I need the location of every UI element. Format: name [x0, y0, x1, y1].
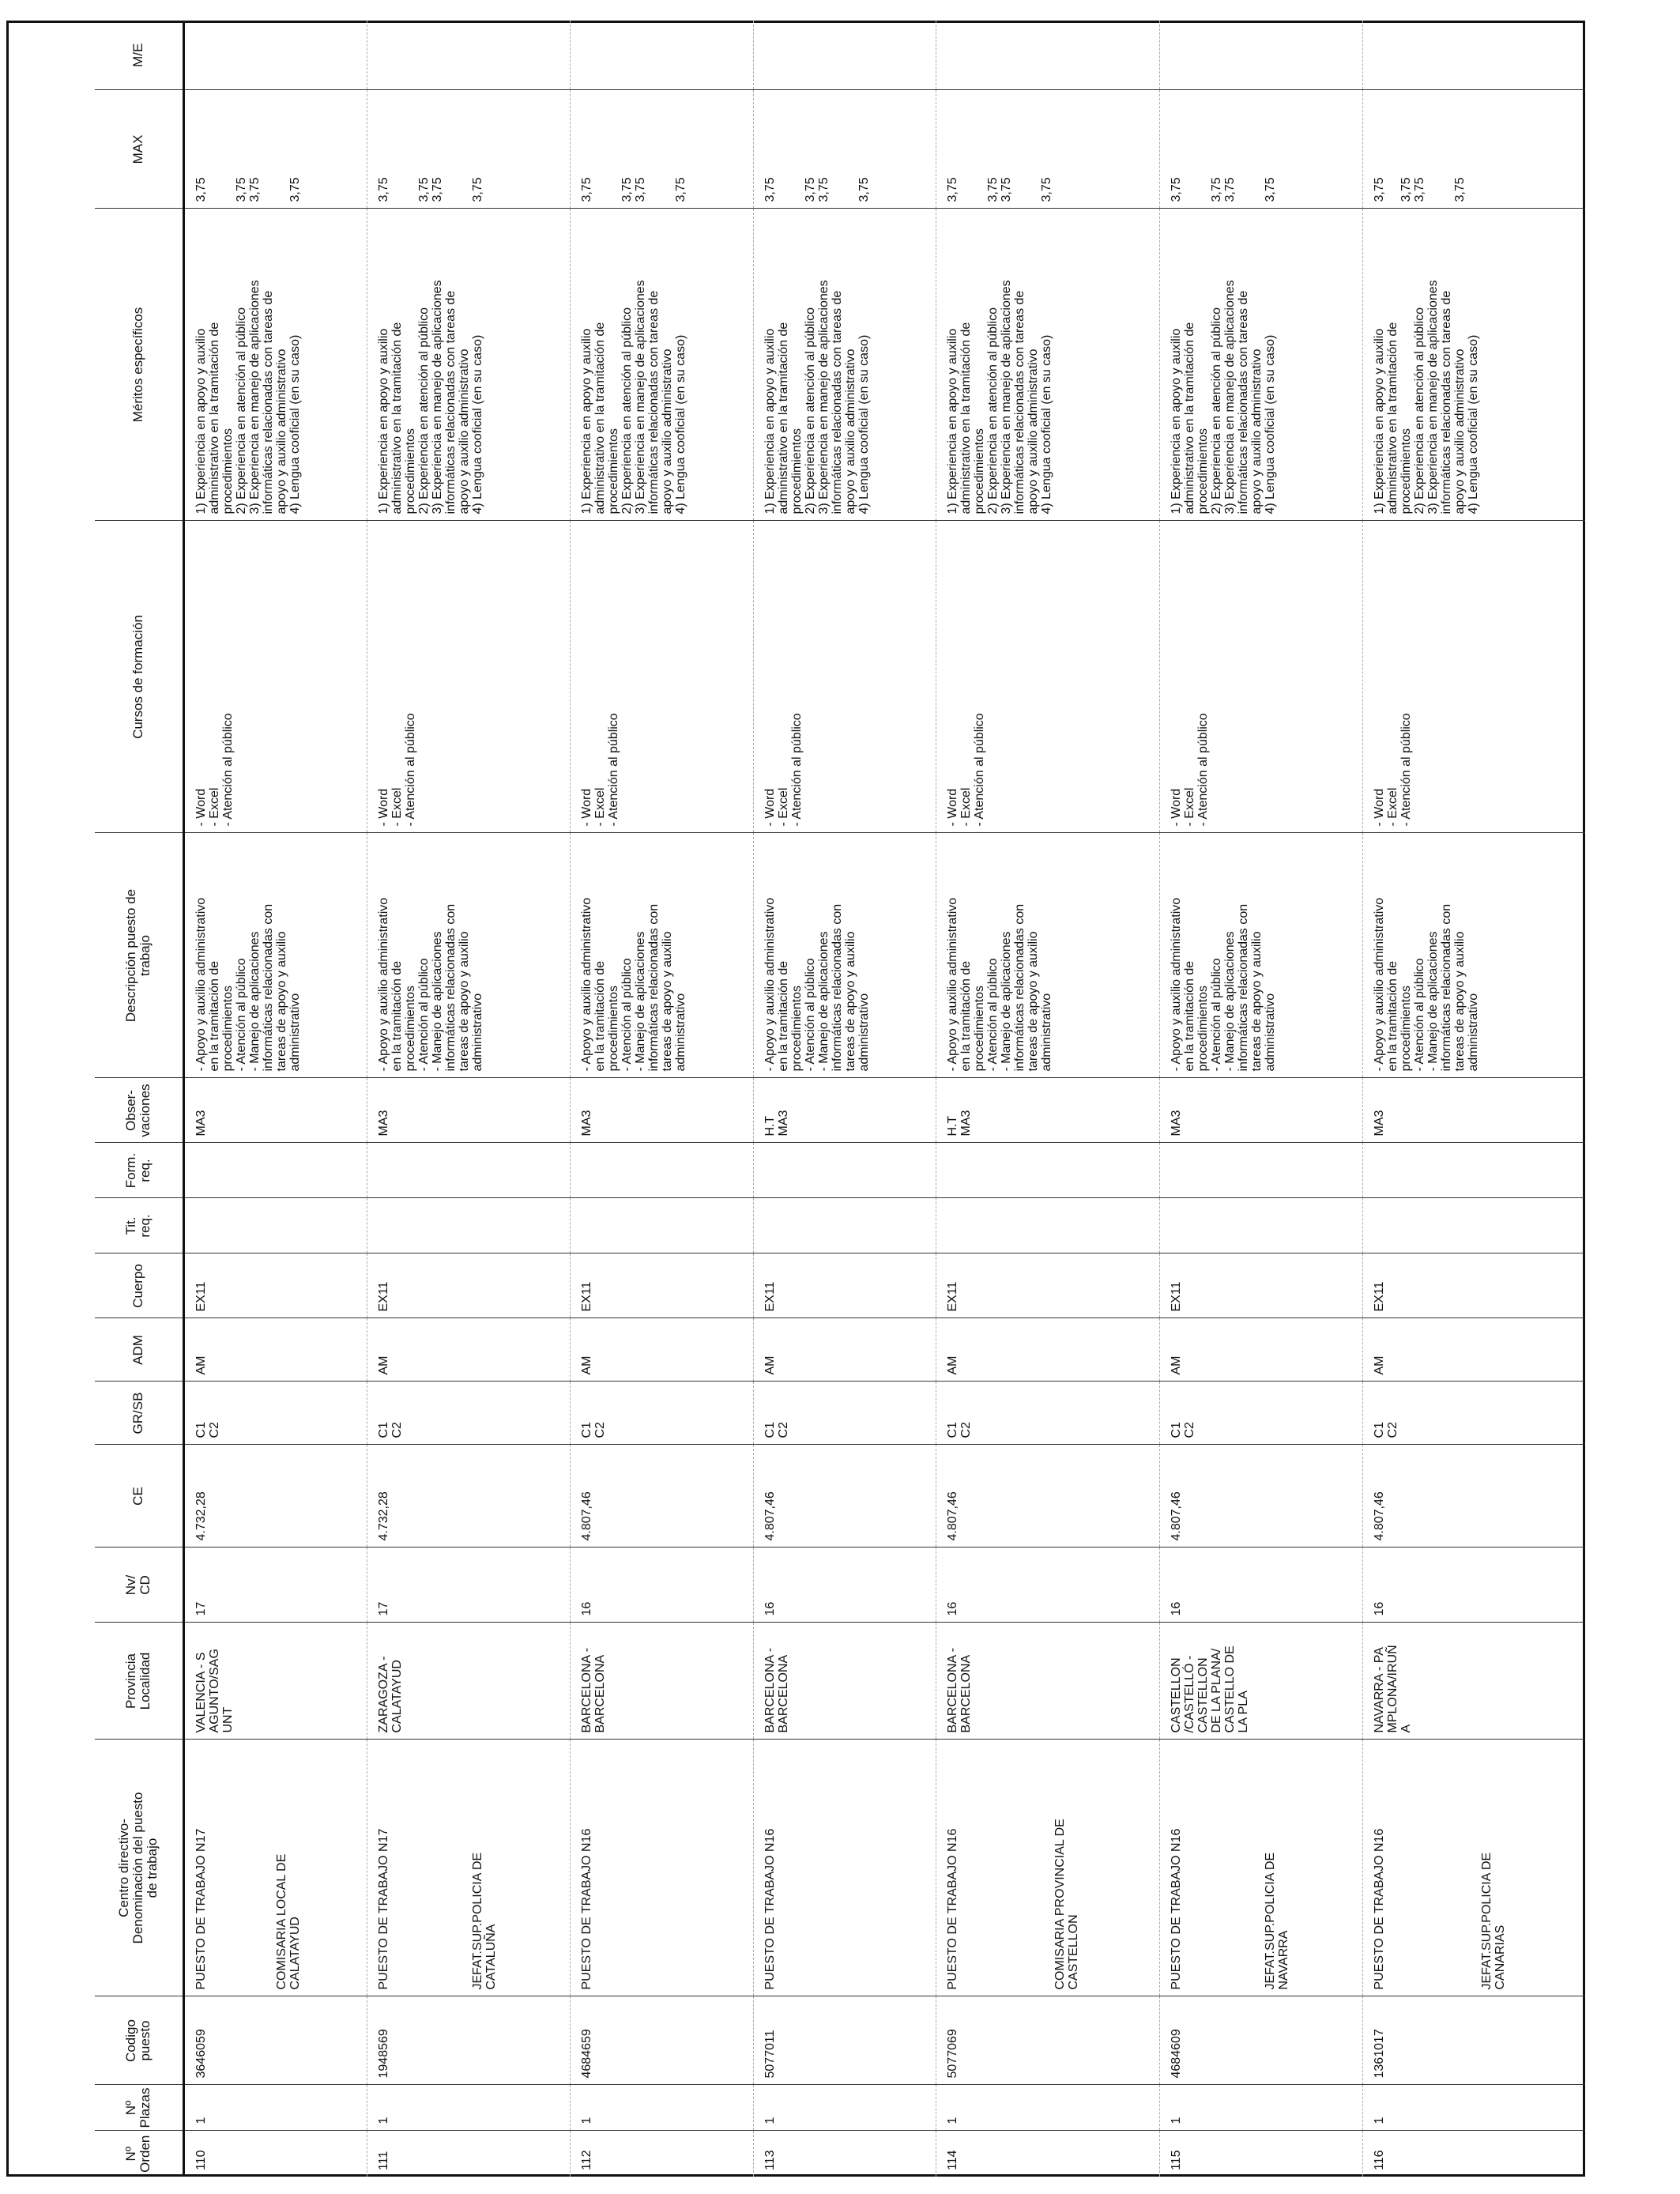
cell-cuerpo: EX11: [571, 1253, 753, 1318]
cell-orden: 114: [936, 2131, 1159, 2177]
cell-nivel: 17: [367, 1547, 571, 1623]
cell-grupo: C1 C2: [1159, 1382, 1362, 1445]
cell-nivel: 17: [183, 1547, 367, 1623]
cell-cursos: - Word - Excel - Atención al público: [1362, 521, 1585, 833]
cell-cuerpo: EX11: [936, 1253, 1159, 1318]
col-header-codigo: Codigo puesto: [95, 1996, 183, 2085]
cell-provincia: NAVARRA - PA MPLONA/IRUÑ A: [1362, 1623, 1585, 1740]
cell-formacion: [753, 1143, 936, 1198]
cell-nivel: 16: [1159, 1547, 1362, 1623]
cell-cuerpo: EX11: [367, 1253, 571, 1318]
cell-cursos: - Word - Excel - Atención al público: [367, 521, 571, 833]
cell-ce: 4.807,46: [936, 1445, 1159, 1547]
cell-max: 3,75 3,75 3,75 3,75: [367, 90, 571, 209]
cell-provincia: ZARAGOZA - CALATAYUD: [367, 1623, 571, 1740]
cell-max: 3,75 3,75 3,75 3,75: [753, 90, 936, 209]
cell-ce: 4.807,46: [753, 1445, 936, 1547]
cell-me: [367, 21, 571, 90]
col-header-meritos: Méritos específicos: [95, 209, 183, 521]
cell-adm: AM: [367, 1318, 571, 1382]
header-row: [95, 21, 183, 2177]
cell-meritos: 1) Experiencia en apoyo y auxilio administrativo en la tramitación de procedimientos 2) Experiencia en atención al público 3) Experiencia en manejo de aplicaciones informáticas relacionadas con tareas de apoyo y auxilio administrativo 4) Lengua cooficial (en su caso): [367, 209, 571, 521]
cell-cursos: - Word - Excel - Atención al público: [183, 521, 367, 833]
cell-descripcion: - Apoyo y auxilio administrativo en la tramitación de procedimientos - Atención al público - Manejo de aplicaciones informáticas relacionadas con tareas de apoyo y auxilio administrativo: [1362, 833, 1585, 1078]
cell-cuerpo: EX11: [753, 1253, 936, 1318]
table-row: [1362, 21, 1585, 2177]
cell-codigo: 4684659: [571, 1996, 753, 2085]
table-row: [571, 21, 753, 2177]
cell-grupo: C1 C2: [1362, 1382, 1585, 1445]
table-row: [936, 21, 1159, 2177]
cell-plazas: 1: [1159, 2085, 1362, 2131]
cell-max: 3,75 3,75 3,75 3,75: [571, 90, 753, 209]
col-header-grupo: GR/SB: [95, 1382, 183, 1445]
cell-adm: AM: [183, 1318, 367, 1382]
cell-orden: 111: [367, 2131, 571, 2177]
cell-meritos: 1) Experiencia en apoyo y auxilio administrativo en la tramitación de procedimientos 2) Experiencia en atención al público 3) Experiencia en manejo de aplicaciones informáticas relacionadas con tareas de apoyo y auxilio administrativo 4) Lengua cooficial (en su caso): [183, 209, 367, 521]
cell-me: [753, 21, 936, 90]
cell-provincia: VALENCIA - S AGUNTO/SAG UNT: [183, 1623, 367, 1740]
cell-observaciones: H.T MA3: [936, 1078, 1159, 1143]
col-header-provincia: Provincia Localidad: [95, 1623, 183, 1740]
cell-titulacion: [367, 1198, 571, 1253]
cell-plazas: 1: [571, 2085, 753, 2131]
cell-titulacion: [1159, 1198, 1362, 1253]
cell-ce: 4.807,46: [1362, 1445, 1585, 1547]
cell-provincia: CASTELLON /CASTELLÓ - CASTELLON DE LA PLANA/ CASTELLO DE LA PLA: [1159, 1623, 1362, 1740]
col-header-formacion: Form. req.: [95, 1143, 183, 1198]
col-header-descripcion: Descripción puesto de trabajo: [95, 833, 183, 1078]
cell-meritos: 1) Experiencia en apoyo y auxilio administrativo en la tramitación de procedimientos 2) Experiencia en atención al público 3) Experiencia en manejo de aplicaciones informáticas relacionadas con tareas de apoyo y auxilio administrativo 4) Lengua cooficial (en su caso): [1362, 209, 1585, 521]
cell-me: [571, 21, 753, 90]
cell-adm: AM: [1159, 1318, 1362, 1382]
cell-me: [183, 21, 367, 90]
table-row: [753, 21, 936, 2177]
col-header-me: M/E: [95, 21, 183, 90]
cell-descripcion: - Apoyo y auxilio administrativo en la tramitación de procedimientos - Atención al público - Manejo de aplicaciones informáticas relacionadas con tareas de apoyo y auxilio administrativo: [936, 833, 1159, 1078]
col-header-orden: Nº Orden: [95, 2131, 183, 2177]
col-header-cuerpo: Cuerpo: [95, 1253, 183, 1318]
cell-cursos: - Word - Excel - Atención al público: [753, 521, 936, 833]
cell-adm: AM: [571, 1318, 753, 1382]
cell-observaciones: MA3: [367, 1078, 571, 1143]
cell-cursos: - Word - Excel - Atención al público: [571, 521, 753, 833]
cell-orden: 113: [753, 2131, 936, 2177]
cell-me: [1159, 21, 1362, 90]
cell-codigo: 1361017: [1362, 1996, 1585, 2085]
cell-formacion: [1159, 1143, 1362, 1198]
cell-centro: PUESTO DE TRABAJO N16 JEFAT.SUP.POLICIA DE NAVARRA: [1159, 1740, 1362, 1996]
cell-plazas: 1: [936, 2085, 1159, 2131]
cell-descripcion: - Apoyo y auxilio administrativo en la tramitación de procedimientos - Atención al público - Manejo de aplicaciones informáticas relacionadas con tareas de apoyo y auxilio administrativo: [753, 833, 936, 1078]
cell-cuerpo: EX11: [183, 1253, 367, 1318]
cell-formacion: [936, 1143, 1159, 1198]
cell-max: 3,75 3,75 3,75 3,75: [936, 90, 1159, 209]
cell-nivel: 16: [571, 1547, 753, 1623]
cell-titulacion: [753, 1198, 936, 1253]
cell-titulacion: [183, 1198, 367, 1253]
cell-observaciones: MA3: [571, 1078, 753, 1143]
cell-me: [1362, 21, 1585, 90]
cell-nivel: 16: [753, 1547, 936, 1623]
cell-adm: AM: [753, 1318, 936, 1382]
cell-centro: PUESTO DE TRABAJO N16 JEFAT.SUP.POLICIA DE CANARIAS: [1362, 1740, 1585, 1996]
cell-centro: PUESTO DE TRABAJO N17 COMISARIA LOCAL DE CALATAYUD: [183, 1740, 367, 1996]
cell-orden: 115: [1159, 2131, 1362, 2177]
cell-provincia: BARCELONA - BARCELONA: [753, 1623, 936, 1740]
cell-cursos: - Word - Excel - Atención al público: [936, 521, 1159, 833]
cell-adm: AM: [1362, 1318, 1585, 1382]
cell-orden: 110: [183, 2131, 367, 2177]
cell-codigo: 5077011: [753, 1996, 936, 2085]
table-row: [183, 21, 367, 2177]
cell-ce: 4.732,28: [183, 1445, 367, 1547]
cell-cuerpo: EX11: [1159, 1253, 1362, 1318]
cell-meritos: 1) Experiencia en apoyo y auxilio administrativo en la tramitación de procedimientos 2) Experiencia en atención al público 3) Experiencia en manejo de aplicaciones informáticas relacionadas con tareas de apoyo y auxilio administrativo 4) Lengua cooficial (en su caso): [1159, 209, 1362, 521]
cell-grupo: C1 C2: [571, 1382, 753, 1445]
col-header-plazas: Nº Plazas: [95, 2085, 183, 2131]
cell-grupo: C1 C2: [183, 1382, 367, 1445]
cell-codigo: 1948569: [367, 1996, 571, 2085]
cell-max: 3,75 3,75 3,75 3,75: [1362, 90, 1585, 209]
cell-provincia: BARCELONA - BARCELONA: [936, 1623, 1159, 1740]
col-header-max: MAX: [95, 90, 183, 209]
cell-orden: 116: [1372, 2150, 1386, 2170]
cell-max: 3,75 3,75 3,75 3,75: [1159, 90, 1362, 209]
cell-grupo: C1 C2: [367, 1382, 571, 1445]
cell-codigo: 3646059: [183, 1996, 367, 2085]
cell-centro: PUESTO DE TRABAJO N16: [571, 1740, 753, 1996]
cell-titulacion: [571, 1198, 753, 1253]
cell-me: [936, 21, 1159, 90]
cell-plazas: 1: [183, 2085, 367, 2131]
cell-plazas: 1: [1362, 2085, 1585, 2131]
cell-grupo: C1 C2: [936, 1382, 1159, 1445]
cell-observaciones: H.T MA3: [753, 1078, 936, 1143]
cell-cursos: - Word - Excel - Atención al público: [1159, 521, 1362, 833]
cell-descripcion: - Apoyo y auxilio administrativo en la tramitación de procedimientos - Atención al público - Manejo de aplicaciones informáticas relacionadas con tareas de apoyo y auxilio administrativo: [367, 833, 571, 1078]
vacancy-table: [95, 21, 1585, 2177]
cell-meritos: 1) Experiencia en apoyo y auxilio administrativo en la tramitación de procedimientos 2) Experiencia en atención al público 3) Experiencia en manejo de aplicaciones informáticas relacionadas con tareas de apoyo y auxilio administrativo 4) Lengua cooficial (en su caso): [753, 209, 936, 521]
cell-descripcion: - Apoyo y auxilio administrativo en la tramitación de procedimientos - Atención al público - Manejo de aplicaciones informáticas relacionadas con tareas de apoyo y auxilio administrativo: [1159, 833, 1362, 1078]
cell-descripcion: - Apoyo y auxilio administrativo en la tramitación de procedimientos - Atención al público - Manejo de aplicaciones informáticas relacionadas con tareas de apoyo y auxilio administrativo: [183, 833, 367, 1078]
cell-cuerpo: EX11: [1362, 1253, 1585, 1318]
cell-nivel: 16: [936, 1547, 1159, 1623]
cell-ce: 4.807,46: [1159, 1445, 1362, 1547]
cell-plazas: 1: [367, 2085, 571, 2131]
cell-formacion: [571, 1143, 753, 1198]
col-header-nivel: Nv/ CD: [95, 1547, 183, 1623]
cell-formacion: [367, 1143, 571, 1198]
col-header-centro: Centro directivo- Denominación del puesto de trabajo: [95, 1740, 183, 1996]
cell-max: 3,75 3,75 3,75 3,75: [183, 90, 367, 209]
cell-meritos: 1) Experiencia en apoyo y auxilio administrativo en la tramitación de procedimientos 2) Experiencia en atención al público 3) Experiencia en manejo de aplicaciones informáticas relacionadas con tareas de apoyo y auxilio administrativo 4) Lengua cooficial (en su caso): [936, 209, 1159, 521]
table-row: [367, 21, 571, 2177]
cell-provincia: BARCELONA - BARCELONA: [571, 1623, 753, 1740]
cell-observaciones: MA3: [183, 1078, 367, 1143]
cell-codigo: 4684609: [1159, 1996, 1362, 2085]
col-header-observaciones: Obser- vaciones: [95, 1078, 183, 1143]
cell-centro: PUESTO DE TRABAJO N16: [753, 1740, 936, 1996]
cell-formacion: [183, 1143, 367, 1198]
cell-formacion: [1362, 1143, 1585, 1198]
cell-observaciones: MA3: [1159, 1078, 1362, 1143]
cell-titulacion: [936, 1198, 1159, 1253]
cell-descripcion: - Apoyo y auxilio administrativo en la tramitación de procedimientos - Atención al público - Manejo de aplicaciones informáticas relacionadas con tareas de apoyo y auxilio administrativo: [571, 833, 753, 1078]
cell-observaciones: MA3: [1362, 1078, 1585, 1143]
cell-centro: PUESTO DE TRABAJO N17 JEFAT.SUP.POLICIA DE CATALUÑA: [367, 1740, 571, 1996]
table-row: [1159, 21, 1362, 2177]
cell-ce: 4.732,28: [367, 1445, 571, 1547]
cell-nivel: 16: [1362, 1547, 1585, 1623]
cell-titulacion: [1362, 1198, 1585, 1253]
cell-adm: AM: [936, 1318, 1159, 1382]
cell-centro: PUESTO DE TRABAJO N16 COMISARIA PROVINCIAL DE CASTELLON: [936, 1740, 1159, 1996]
cell-meritos: 1) Experiencia en apoyo y auxilio administrativo en la tramitación de procedimientos 2) Experiencia en atención al público 3) Experiencia en manejo de aplicaciones informáticas relacionadas con tareas de apoyo y auxilio administrativo 4) Lengua cooficial (en su caso): [571, 209, 753, 521]
col-header-titulacion: Tit. req.: [95, 1198, 183, 1253]
col-header-adm: ADM: [95, 1318, 183, 1382]
cell-plazas: 1: [753, 2085, 936, 2131]
cell-ce: 4.807,46: [571, 1445, 753, 1547]
cell-codigo: 5077069: [936, 1996, 1159, 2085]
col-header-ce: CE: [95, 1445, 183, 1547]
cell-grupo: C1 C2: [753, 1382, 936, 1445]
cell-orden: 112: [571, 2131, 753, 2177]
col-header-cursos: Cursos de formación: [95, 521, 183, 833]
